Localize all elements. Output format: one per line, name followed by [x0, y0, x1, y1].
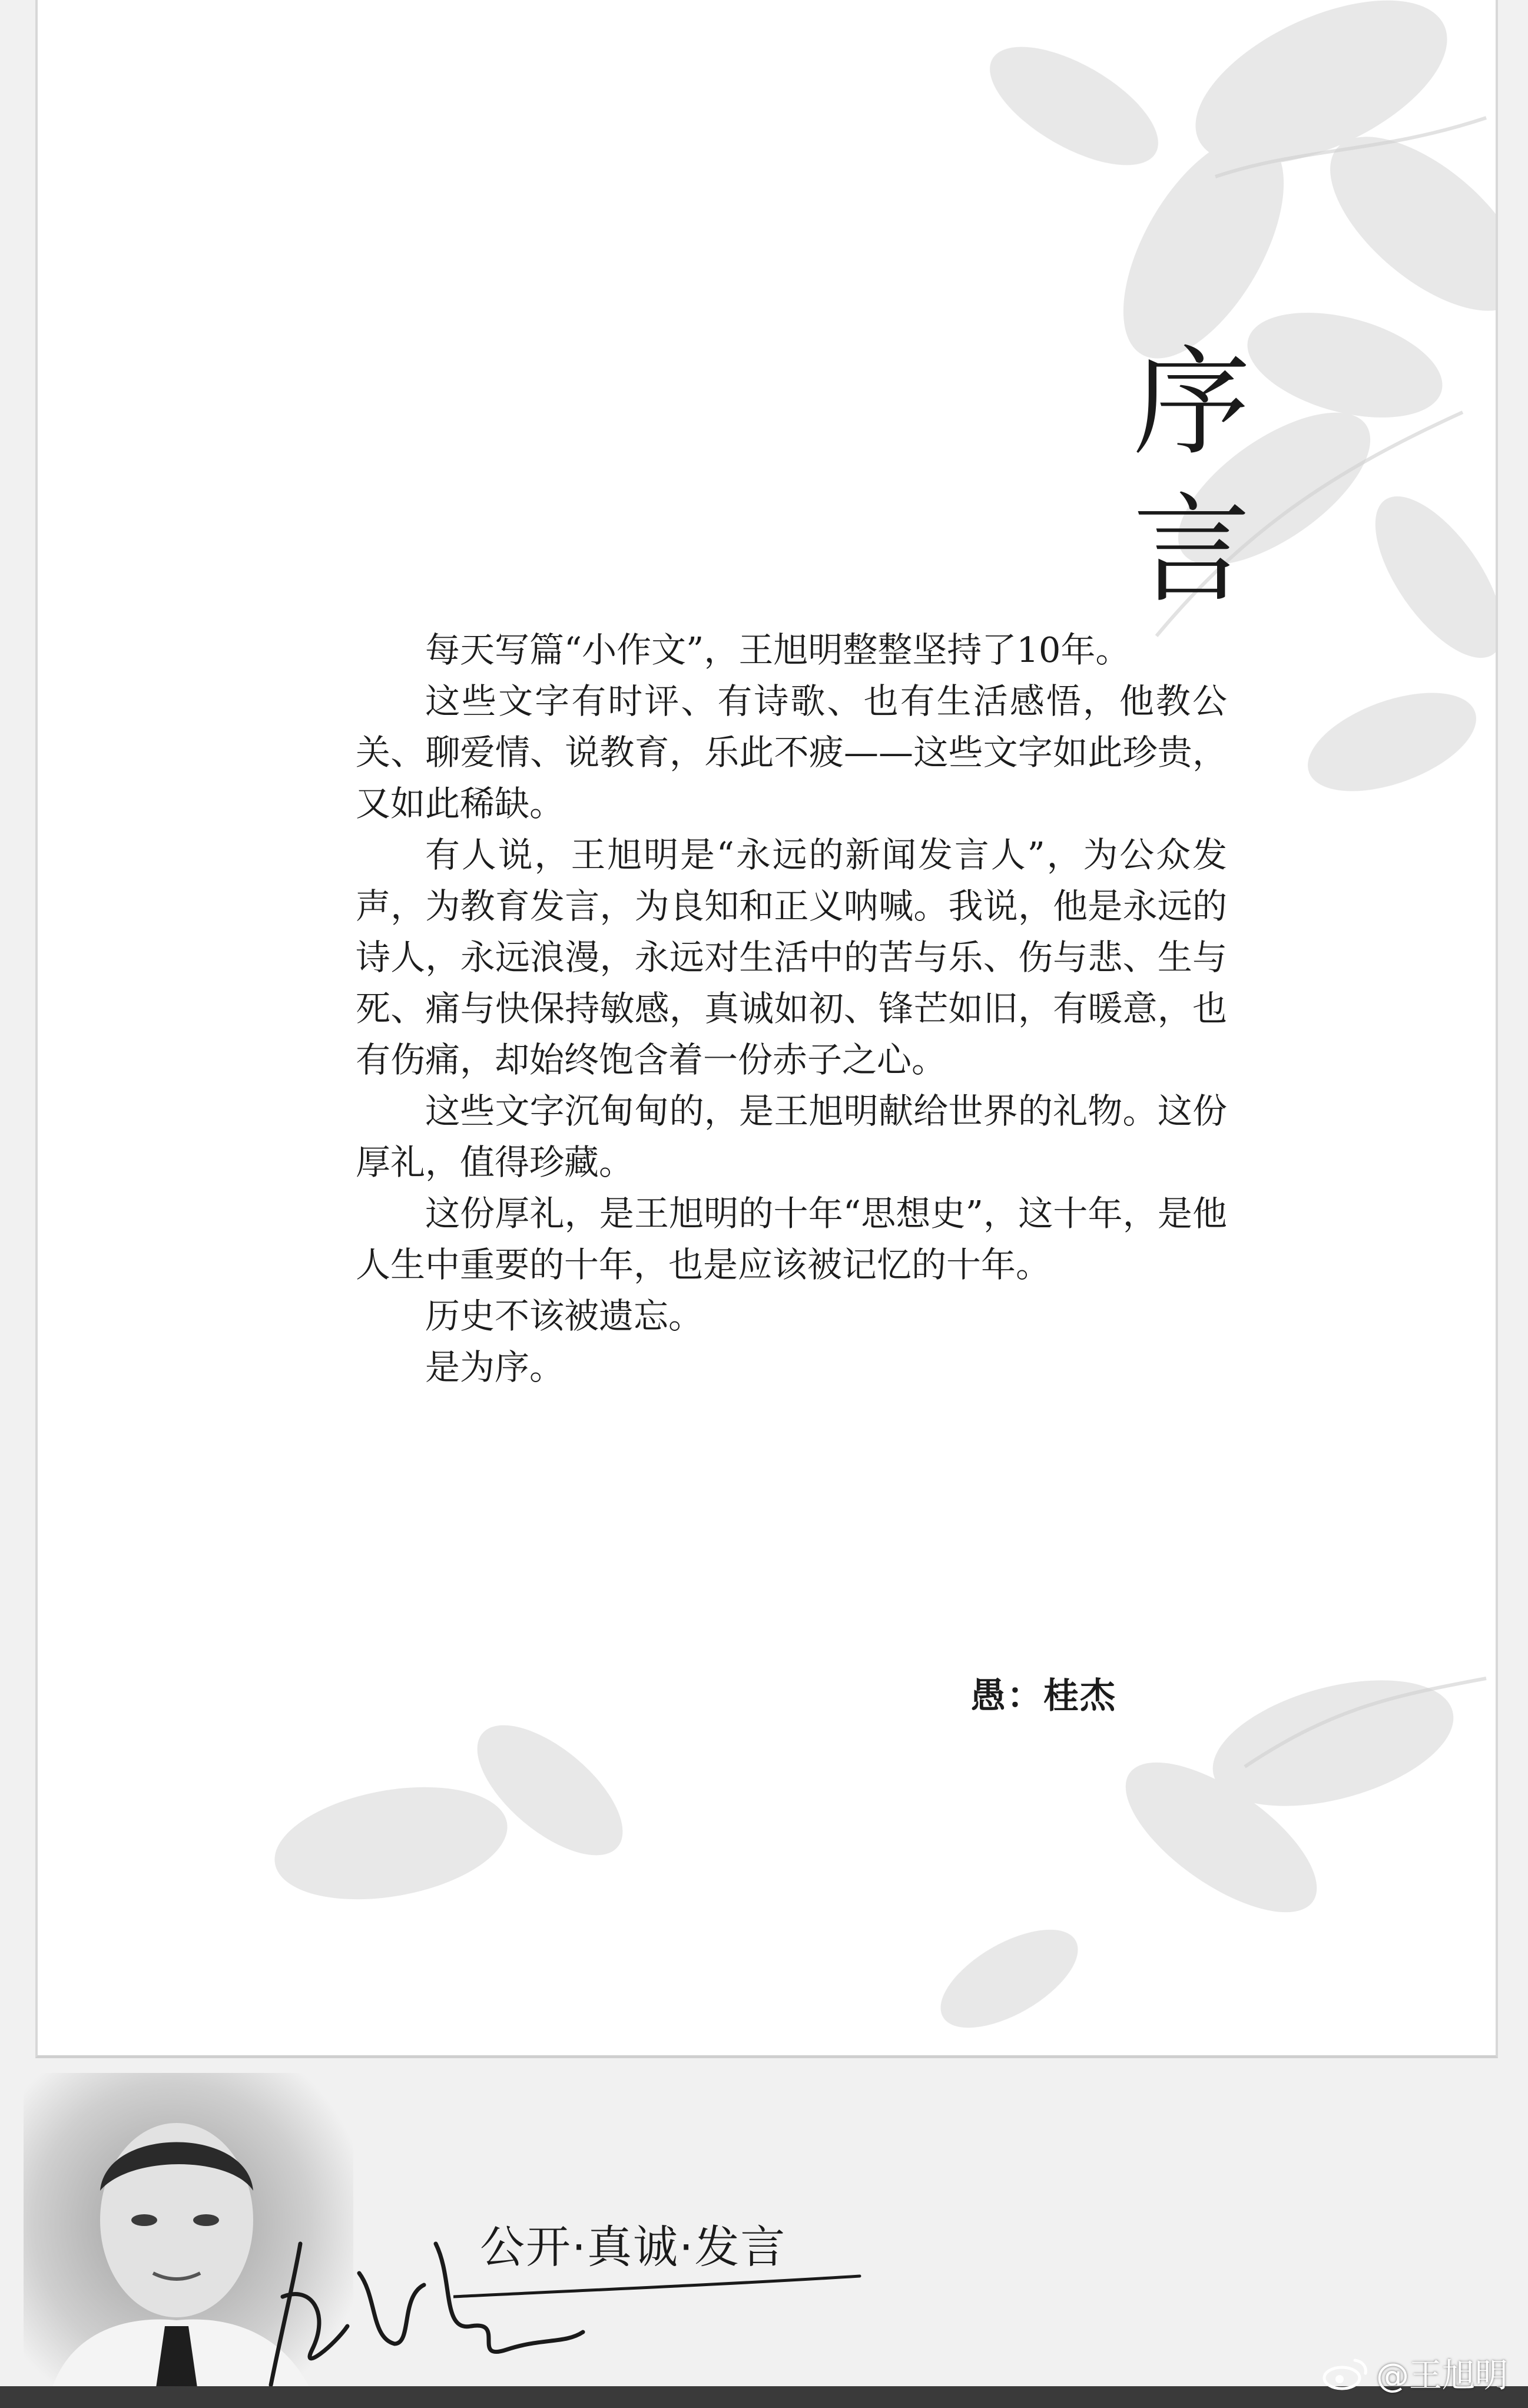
slogan-text: 公开·真诚·发言 — [480, 2221, 787, 2273]
preface-title — [1133, 330, 1251, 624]
bottom-dark-bar — [0, 2386, 1528, 2408]
slogan-underline-stroke — [453, 2273, 866, 2308]
title-char-2: 言 — [1133, 482, 1251, 619]
paragraph: 这些文字沉甸甸的，是王旭明献给世界的礼物。这份厚礼，值得珍藏。 — [356, 1091, 1227, 1183]
watermark-text: @王旭明 — [1376, 2357, 1508, 2395]
paragraph: 历史不该被遗忘。 — [425, 1296, 704, 1336]
weibo-watermark — [1321, 2350, 1508, 2397]
paragraph: 这份厚礼，是王旭明的十年“思想史”，这十年，是他人生中重要的十年，也是应该被记忆的十年。 — [356, 1193, 1227, 1285]
paragraph: 有人说，王旭明是“永远的新闻发言人”，为公众发声，为教育发言，为良知和正义呐喊。我说，他是永远的诗人，永远浪漫，永远对生活中的苦与乐、伤与悲、生与死、痛与快保持敏感，真诚如初、锋芒如旧，有暖意，也有伤痛，却始终饱含着一份赤子之心。 — [356, 834, 1227, 1080]
author-signature-text: 愚：桂杰 — [970, 1675, 1116, 1717]
preface-body — [356, 624, 1227, 1393]
title-char-1: 序 — [1133, 334, 1251, 472]
preface-page — [35, 0, 1498, 2058]
weibo-logo-icon — [1321, 2356, 1370, 2391]
paragraph: 是为序。 — [425, 1347, 565, 1387]
paragraph: 这些文字有时评、有诗歌、也有生活感悟，他教公关、聊爱情、说教育，乐此不疲——这些文字如此珍贵，又如此稀缺。 — [356, 681, 1227, 824]
paragraph: 每天写篇“小作文”，王旭明整整坚持了10年。 — [425, 630, 1131, 670]
